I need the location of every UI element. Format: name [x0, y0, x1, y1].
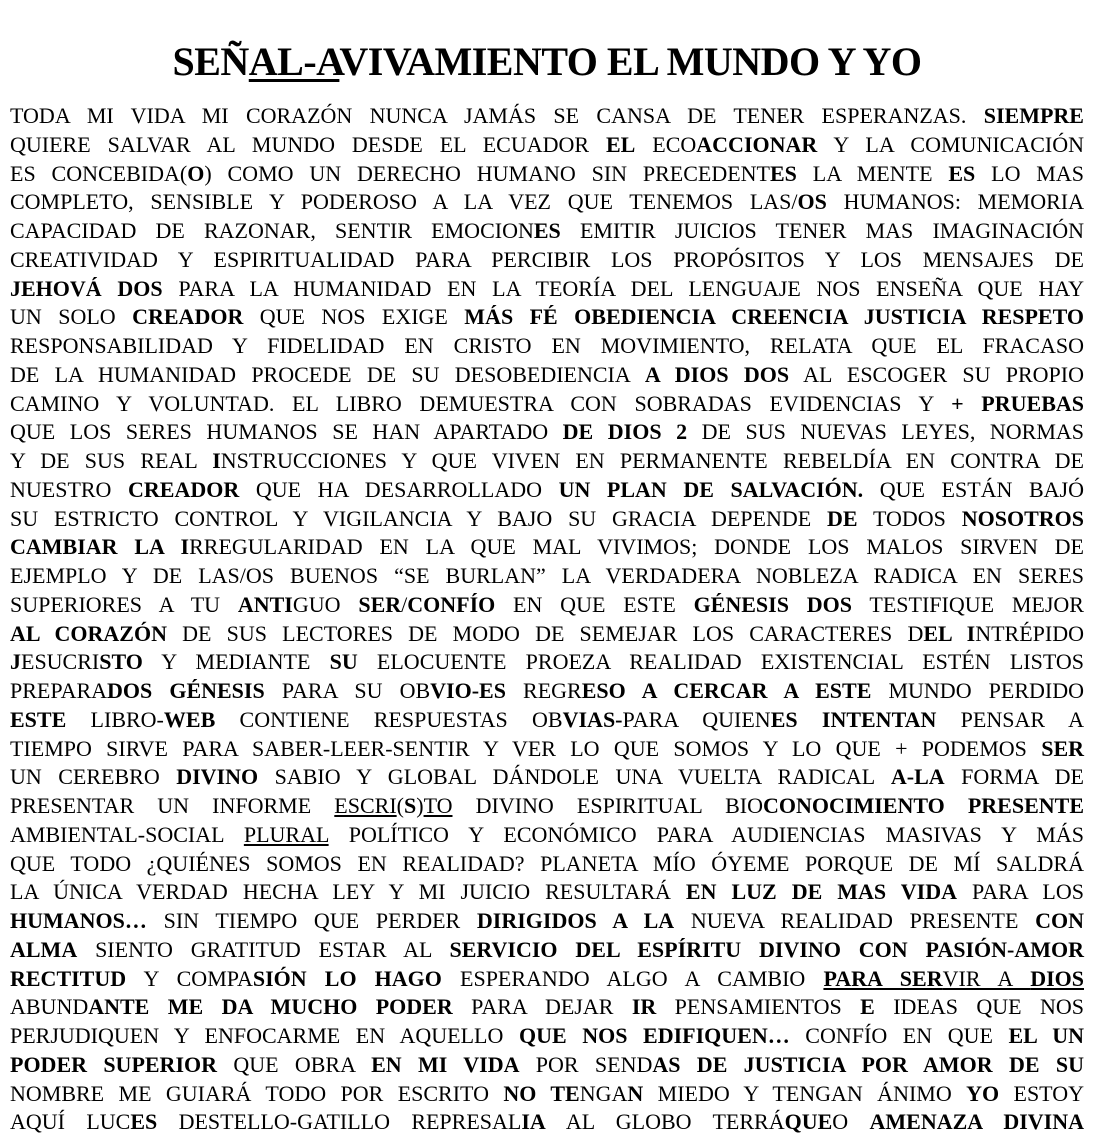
text-line — [10, 217, 1084, 246]
text-segment: Y MEDIANTE — [142, 649, 330, 675]
text-segment: IDEAS QUE NOS — [874, 994, 1085, 1020]
text-segment: VIR A — [942, 965, 1031, 991]
text-segment: GUO — [292, 591, 359, 617]
text-segment: PENSAMIENTOS — [656, 994, 861, 1020]
bold-text-segment: OS — [797, 189, 827, 215]
bold-text-segment: IR — [631, 994, 657, 1020]
text-segment: TO — [423, 793, 453, 818]
text-line — [10, 246, 1084, 275]
text-line-content — [10, 188, 1084, 217]
text-segment: VIVAMIENTO EL MUNDO Y YO — [339, 38, 922, 84]
text-line-content — [10, 735, 1084, 764]
text-segment: ( — [396, 793, 404, 818]
bold-text-segment: CREADOR — [132, 304, 244, 330]
text-segment: EMITIR JUICIOS TENER MAS IMAGINACIÓN — [560, 218, 1084, 243]
bold-text-segment: NO TE — [503, 1080, 580, 1106]
bold-text-segment: EL — [605, 131, 636, 157]
text-line — [10, 562, 1084, 591]
bold-text-segment: SER — [358, 591, 402, 617]
text-segment: ECO — [635, 131, 697, 157]
bold-text-segment: A DIOS DOS — [644, 361, 790, 387]
text-line — [10, 131, 1084, 160]
text-segment: QUIERE SALVAR AL MUNDO DESDE EL ECUADOR — [10, 131, 606, 157]
text-segment: ELOCUENTE PROEZA REALIDAD EXISTENCIAL ESTÉN LISTOS — [357, 649, 1085, 675]
text-segment: REGR — [505, 678, 582, 703]
bold-text-segment: PARA SER — [823, 965, 943, 991]
text-segment: UN CEREBRO — [10, 764, 177, 790]
text-line-content — [10, 102, 1084, 131]
text-segment: TIEMPO SIRVE PARA SABER-LEER-SENTIR Y VER LO QUE SOMOS Y LO QUE + PODEMOS — [10, 735, 1042, 761]
text-segment: NSTRUCCIONES Y QUE VIVEN EN PERMANENTE REBELDÍA EN CONTRA DE — [220, 448, 1084, 473]
text-segment: AMBIENTAL-SOCIAL — [10, 821, 244, 847]
text-line — [10, 648, 1084, 677]
text-segment: ) — [416, 793, 424, 818]
text-line — [10, 792, 1084, 821]
text-line — [10, 390, 1084, 419]
bold-text-segment: AS DE JUSTICIA POR AMOR DE SU — [652, 1051, 1085, 1077]
text-segment: NTRÉPIDO — [975, 620, 1084, 646]
bold-text-segment: EN MI VIDA — [371, 1051, 520, 1077]
bold-text-segment: WEB — [163, 706, 216, 732]
bold-text-segment: QUE NOS EDIFIQUEN… — [518, 1023, 790, 1048]
text-segment: ABUND — [10, 994, 89, 1020]
bold-text-segment: ES — [533, 218, 561, 243]
text-segment: TESTIFIQUE MEJOR — [851, 591, 1084, 617]
text-line — [10, 965, 1084, 994]
text-segment: FORMA DE — [944, 764, 1084, 790]
text-segment: DE SUS NUEVAS LEYES, NORMAS — [687, 419, 1084, 445]
text-line-content — [10, 1022, 1084, 1051]
text-segment: PREPARA — [10, 678, 108, 703]
text-segment: COMPLETO, SENSIBLE Y PODEROSO A LA VEZ QUE TENEMOS LAS/ — [10, 189, 798, 215]
text-line — [10, 361, 1084, 390]
bold-text-segment: CAMBIAR LA I — [10, 534, 190, 560]
bold-text-segment: STO — [99, 649, 143, 675]
text-segment: ESCRI — [334, 793, 397, 818]
text-segment: LA MENTE — [796, 160, 949, 186]
text-line — [10, 706, 1084, 735]
bold-text-segment: RECTITUD — [10, 965, 127, 991]
bold-text-segment: VIO-ES — [430, 678, 506, 703]
bold-text-segment: CREADOR — [128, 476, 240, 502]
bold-text-segment: SERVICIO DEL ESPÍRITU DIVINO CON PASIÓN-AMOR — [449, 936, 1084, 962]
bold-text-segment: CONOCIMIENTO PRESENTE — [763, 793, 1085, 818]
text-line — [10, 418, 1084, 447]
text-line — [10, 1080, 1084, 1109]
text-line-content — [10, 361, 1084, 390]
text-line — [10, 763, 1084, 792]
text-line — [10, 102, 1084, 131]
text-line-content — [10, 533, 1084, 562]
text-segment: ESUCRI — [21, 649, 100, 675]
bold-text-segment: S — [403, 793, 417, 818]
text-segment: CAPACIDAD DE RAZONAR, SENTIR EMOCION — [10, 218, 534, 243]
text-segment: QUE TODO ¿QUIÉNES SOMOS EN REALIDAD? PLANETA MÍO ÓYEME PORQUE DE MÍ SALDRÁ — [10, 850, 1084, 876]
text-line — [10, 505, 1084, 534]
text-line-content — [10, 620, 1084, 649]
text-segment: LIBRO- — [66, 706, 164, 732]
bold-text-segment: DOS GÉNESIS — [107, 678, 265, 703]
text-line-content — [10, 303, 1084, 332]
text-line-content — [10, 1108, 1084, 1137]
text-line-content — [10, 792, 1084, 821]
text-segment: ESTOY — [999, 1080, 1084, 1106]
text-segment: Y LA COMUNICACIÓN — [817, 131, 1084, 157]
bold-text-segment: NOSOTROS — [961, 505, 1085, 531]
text-line — [10, 1051, 1084, 1080]
text-line-content — [10, 390, 1084, 419]
text-line-content — [10, 418, 1084, 447]
text-segment: QUE ESTÁN BAJÓ — [863, 476, 1085, 502]
text-segment: AL-A — [248, 38, 340, 84]
bold-text-segment: N — [627, 1080, 644, 1106]
text-segment: AL GLOBO TERRÁ — [545, 1109, 785, 1135]
bold-text-segment: PODER SUPERIOR — [10, 1051, 218, 1077]
text-segment: LO MAS — [975, 160, 1084, 186]
bold-text-segment: JEHOVÁ DOS — [10, 275, 163, 301]
text-segment: CREATIVIDAD Y ESPIRITUALIDAD PARA PERCIBIR LOS PROPÓSITOS Y LOS MENSAJES DE — [10, 246, 1084, 272]
bold-text-segment: ES — [130, 1109, 158, 1135]
bold-text-segment: UN PLAN DE SALVACIÓN. — [558, 476, 864, 502]
text-line-content — [10, 505, 1084, 534]
bold-text-segment: ES — [770, 160, 797, 186]
text-segment: PERJUDIQUEN Y ENFOCARME EN AQUELLO — [10, 1023, 519, 1048]
bold-text-segment: I — [212, 448, 221, 473]
text-segment: PARA DEJAR — [452, 994, 632, 1020]
text-segment: NGA — [579, 1080, 628, 1106]
document-body — [10, 102, 1084, 1137]
text-line-content — [10, 591, 1084, 620]
bold-text-segment: SIÓN LO HAGO — [252, 965, 442, 991]
bold-text-segment: YO — [966, 1080, 1000, 1106]
text-segment: CAMINO Y VOLUNTAD. EL LIBRO DEMUESTRA CON SOBRADAS EVIDENCIAS Y — [10, 390, 952, 416]
bold-text-segment: J — [10, 649, 21, 675]
text-line — [10, 993, 1084, 1022]
text-line — [10, 303, 1084, 332]
bold-text-segment: O — [187, 160, 205, 186]
text-line — [10, 821, 1084, 850]
text-segment: RREGULARIDAD EN LA QUE MAL VIVIMOS; DONDE LOS MALOS SIRVEN DE — [189, 534, 1084, 560]
text-line-content — [10, 821, 1084, 850]
bold-text-segment: A-LA — [890, 764, 945, 790]
text-line — [10, 1022, 1084, 1051]
text-line-content — [10, 1080, 1084, 1109]
text-segment: MUNDO PERDIDO — [871, 678, 1085, 703]
text-segment: ESPERANDO ALGO A CAMBIO — [441, 965, 824, 991]
text-segment: SUPERIORES A TU — [10, 591, 238, 617]
text-segment: SIENTO GRATITUD ESTAR AL — [77, 936, 450, 962]
bold-text-segment: DIRIGIDOS A LA — [476, 908, 675, 933]
text-segment: NOMBRE ME GUIARÁ TODO POR ESCRITO — [10, 1080, 504, 1106]
bold-text-segment: ANTI — [237, 591, 293, 617]
text-segment: QUE OBRA — [217, 1051, 372, 1077]
text-line — [10, 591, 1084, 620]
bold-text-segment: ESO A CERCAR A ESTE — [581, 678, 872, 703]
text-segment: DESTELLO-GATILLO REPRESAL — [157, 1109, 522, 1135]
text-segment: SU ESTRICTO CONTROL Y VIGILANCIA Y BAJO SU GRACIA DEPENDE — [10, 505, 827, 531]
bold-text-segment: HUMANOS… — [10, 908, 147, 933]
bold-text-segment: DE — [827, 505, 858, 531]
text-line — [10, 907, 1084, 936]
text-segment: SEÑ — [172, 38, 249, 84]
text-segment: AL ESCOGER SU PROPIO — [789, 361, 1085, 387]
text-segment: MIEDO Y TENGAN ÁNIMO — [643, 1080, 967, 1106]
bold-text-segment: AMENAZA DIVINA — [869, 1109, 1084, 1135]
text-line-content — [10, 706, 1084, 735]
text-line — [10, 188, 1084, 217]
bold-text-segment: ESTE — [10, 706, 67, 732]
text-line — [10, 936, 1084, 965]
text-segment: DIVINO ESPIRITUAL BIO — [452, 793, 764, 818]
bold-text-segment: ES — [948, 160, 976, 186]
text-segment: PARA LA HUMANIDAD EN LA TEORÍA DEL LENGUAJE NOS ENSEÑA QUE HAY — [162, 275, 1084, 301]
text-segment: HUMANOS: MEMORIA — [826, 189, 1084, 215]
bold-text-segment: SU — [329, 649, 358, 675]
text-line-content — [10, 160, 1084, 189]
text-line — [10, 850, 1084, 879]
text-segment: EN QUE ESTE — [495, 591, 694, 617]
text-segment: NUESTRO — [10, 476, 129, 502]
text-segment: DE SUS LECTORES DE MODO DE SEMEJAR LOS CARACTERES D — [166, 620, 924, 646]
text-line — [10, 332, 1084, 361]
text-segment: ) COMO UN DERECHO HUMANO SIN PRECEDENT — [204, 160, 770, 186]
text-segment: PARA QUIEN — [622, 706, 771, 732]
bold-text-segment: + PRUEBAS — [951, 390, 1084, 416]
bold-text-segment: VIAS- — [562, 706, 623, 732]
text-segment: POLÍTICO Y ECONÓMICO PARA AUDIENCIAS MASIVAS Y MÁS — [328, 821, 1084, 847]
text-line-content — [10, 246, 1084, 275]
text-line-content — [10, 965, 1084, 994]
text-line-content — [10, 447, 1084, 476]
text-line-content — [10, 476, 1084, 505]
text-line-content — [10, 131, 1084, 160]
text-segment: LA ÚNICA VERDAD HECHA LEY Y MI JUICIO RESULTARÁ — [10, 879, 686, 905]
bold-text-segment: EN LUZ DE MAS VIDA — [685, 879, 957, 905]
text-line-content — [10, 878, 1084, 907]
text-segment: QUE NOS EXIGE — [243, 304, 465, 330]
text-line — [10, 735, 1084, 764]
bold-text-segment: GÉNESIS DOS — [693, 591, 852, 617]
text-line — [10, 878, 1084, 907]
text-segment: SIN TIEMPO QUE PERDER — [146, 908, 477, 933]
text-segment: POR SEND — [519, 1051, 653, 1077]
text-segment: PENSAR A — [936, 706, 1084, 732]
text-segment: TODOS — [857, 505, 962, 531]
bold-text-segment: CONFÍO — [407, 591, 496, 617]
bold-text-segment: IA — [521, 1109, 546, 1135]
text-line-content — [10, 907, 1084, 936]
text-line-content — [10, 275, 1084, 304]
text-line-content — [10, 1051, 1084, 1080]
bold-text-segment: DIVINO — [176, 764, 259, 790]
bold-text-segment: SER — [1041, 735, 1084, 761]
bold-text-segment: QUE — [784, 1109, 833, 1135]
text-segment: PRESENTAR UN INFORME — [10, 793, 335, 818]
bold-text-segment: CON — [1035, 908, 1084, 933]
text-segment: EJEMPLO Y DE LAS/OS BUENOS “SE BURLAN” LA VERDADERA NOBLEZA RADICA EN SERES — [10, 563, 1084, 588]
text-line — [10, 160, 1084, 189]
text-segment: Y COMPA — [126, 965, 253, 991]
text-segment: / — [401, 591, 408, 617]
bold-text-segment: DIOS — [1030, 965, 1084, 991]
text-line-content — [10, 562, 1084, 591]
bold-text-segment: ALMA — [10, 936, 78, 962]
text-line — [10, 677, 1084, 706]
text-line-content — [10, 763, 1084, 792]
bold-text-segment: MÁS FÉ OBEDIENCIA CREENCIA JUSTICIA RESPETO — [464, 304, 1084, 330]
text-segment: Y DE SUS REAL — [10, 448, 213, 473]
bold-text-segment: SIEMPRE — [983, 103, 1084, 128]
text-line-content — [10, 993, 1084, 1022]
text-segment: AQUÍ LUC — [10, 1109, 131, 1135]
text-segment: ES CONCEBIDA( — [10, 160, 188, 186]
text-line-content — [10, 332, 1084, 361]
text-line-content — [10, 677, 1084, 706]
text-segment: CONTIENE RESPUESTAS OB — [215, 706, 563, 732]
text-line-content — [10, 850, 1084, 879]
text-line — [10, 476, 1084, 505]
text-line — [10, 533, 1084, 562]
text-segment: PARA SU OB — [264, 678, 431, 703]
text-line-content — [10, 648, 1084, 677]
text-segment: CONFÍO EN QUE — [789, 1023, 1009, 1048]
text-segment: QUE HA DESARROLLADO — [239, 476, 559, 502]
document-title — [0, 39, 1094, 85]
text-segment: RESPONSABILIDAD Y FIDELIDAD EN CRISTO EN MOVIMIENTO, RELATA QUE EL FRACASO — [10, 333, 1084, 358]
text-line — [10, 1108, 1084, 1137]
text-line-content — [10, 217, 1084, 246]
bold-text-segment: EL UN — [1008, 1023, 1084, 1048]
text-segment: PARA LOS — [956, 879, 1084, 905]
bold-text-segment: AL CORAZÓN — [10, 620, 167, 646]
bold-text-segment: ANTE ME DA MUCHO PODER — [88, 994, 453, 1020]
text-segment: NUEVA REALIDAD PRESENTE — [674, 908, 1036, 933]
text-segment: SABIO Y GLOBAL DÁNDOLE UNA VUELTA RADICAL — [258, 764, 891, 790]
text-segment: PLURAL — [243, 821, 329, 847]
bold-text-segment: E — [860, 994, 875, 1020]
bold-text-segment: EL I — [923, 620, 976, 646]
text-segment: DE LA HUMANIDAD PROCEDE DE SU DESOBEDIENCIA — [10, 361, 645, 387]
bold-text-segment: DE DIOS 2 — [562, 419, 688, 445]
text-segment: QUE LOS SERES HUMANOS SE HAN APARTADO — [10, 419, 563, 445]
text-line — [10, 620, 1084, 649]
text-line — [10, 275, 1084, 304]
text-segment: UN SOLO — [10, 304, 133, 330]
bold-text-segment: ACCIONAR — [696, 131, 818, 157]
bold-text-segment: ES INTENTAN — [770, 706, 937, 732]
text-segment: O — [832, 1109, 870, 1135]
text-segment: TODA MI VIDA MI CORAZÓN NUNCA JAMÁS SE CANSA DE TENER ESPERANZAS. — [10, 103, 984, 128]
text-line — [10, 447, 1084, 476]
text-line-content — [10, 936, 1084, 965]
